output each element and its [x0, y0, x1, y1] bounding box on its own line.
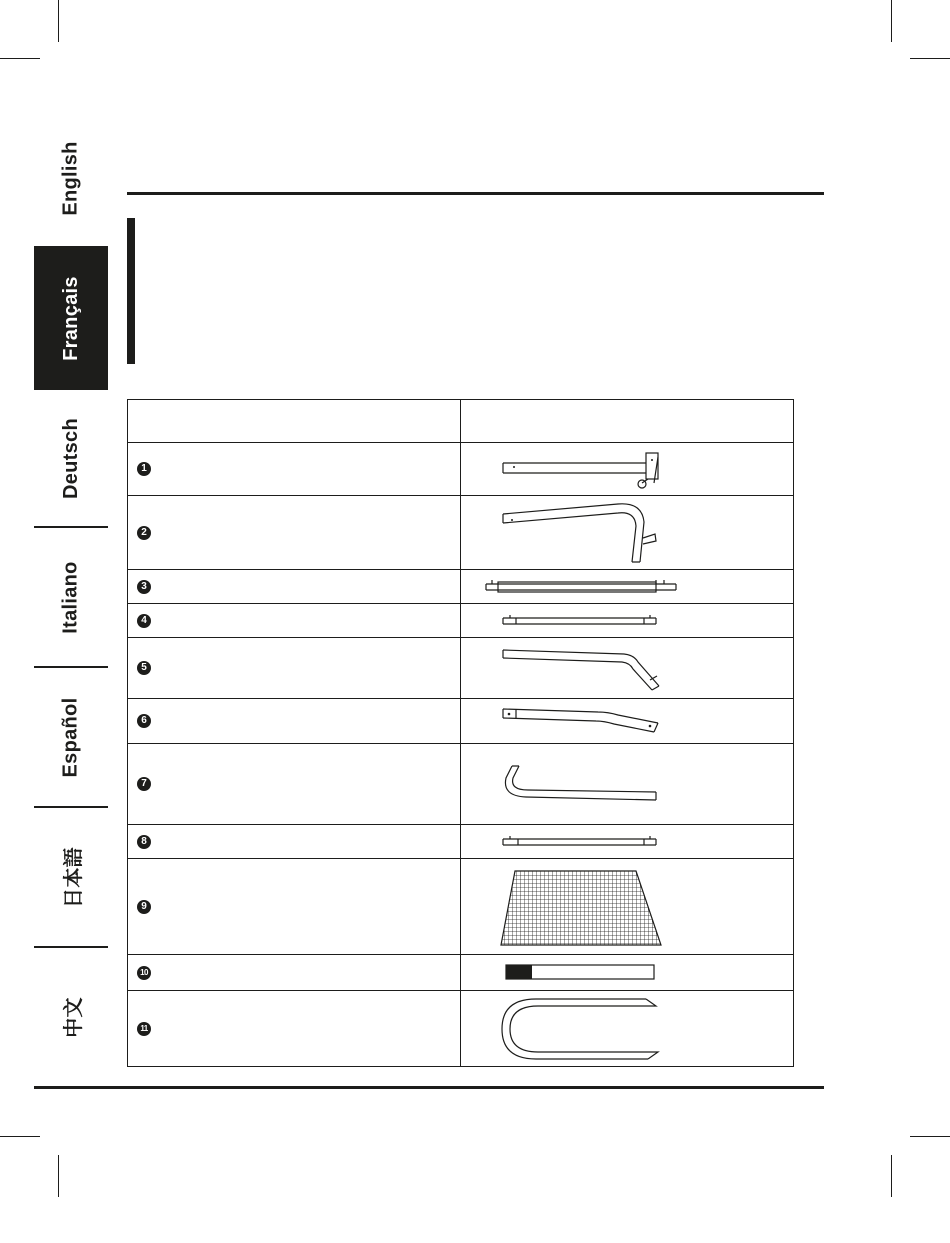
tab-label: Français: [59, 275, 82, 361]
tab-divider: [34, 666, 108, 668]
part-cell: [128, 443, 461, 496]
crop-mark: [0, 58, 40, 59]
part-number: 11: [137, 1022, 151, 1036]
crop-mark: [891, 1155, 892, 1197]
table-row: [128, 570, 794, 604]
part-number: 3: [137, 580, 151, 594]
part-3-drawing: [128, 570, 722, 604]
crop-mark: [58, 0, 59, 42]
tab-japanese[interactable]: [34, 810, 108, 944]
tab-espanol[interactable]: [34, 670, 108, 804]
part-4-drawing: [128, 604, 722, 638]
tab-label: English: [59, 140, 82, 216]
header-description: [128, 400, 461, 443]
tab-divider: [34, 806, 108, 808]
crop-mark: [0, 1136, 40, 1137]
tab-english[interactable]: [34, 118, 108, 238]
table-row: [128, 638, 794, 699]
table-row: [128, 955, 794, 991]
part-number: 8: [137, 835, 151, 849]
tab-label: 日本語: [62, 846, 85, 908]
crop-mark: [910, 58, 950, 59]
header-quantity: [461, 400, 794, 443]
tab-label: Deutsch: [59, 417, 82, 499]
tab-deutsch[interactable]: [34, 395, 108, 521]
part-number: 2: [137, 526, 151, 540]
part-number: 10: [137, 966, 151, 980]
table-row: [128, 744, 794, 825]
part-number: 1: [137, 462, 151, 476]
header-rule: [127, 192, 824, 195]
section-bar: [127, 218, 135, 364]
part-cell: [128, 991, 461, 1067]
table-row: [128, 825, 794, 859]
part-cell: [128, 744, 461, 825]
part-7-drawing: [128, 744, 722, 825]
tab-label: Español: [59, 697, 82, 777]
part-2-drawing: [128, 496, 722, 570]
part-cell: [128, 638, 461, 699]
part-number: 6: [137, 714, 151, 728]
part-cell: [128, 955, 461, 991]
part-cell: [128, 699, 461, 744]
crop-mark: [58, 1155, 59, 1197]
tab-label: Italiano: [59, 560, 82, 634]
table-row: [128, 496, 794, 570]
tab-francais[interactable]: [34, 246, 108, 390]
part-number: 7: [137, 777, 151, 791]
tab-label: 中文: [62, 996, 85, 1038]
crop-mark: [891, 0, 892, 42]
table-row: [128, 859, 794, 955]
part-8-drawing: [128, 825, 722, 859]
table-row: [128, 699, 794, 744]
table-row: [128, 443, 794, 496]
part-number: 5: [137, 661, 151, 675]
part-6-drawing: [128, 699, 722, 744]
part-1-drawing: [128, 443, 722, 496]
footer-rule: [34, 1086, 824, 1089]
tab-italiano[interactable]: [34, 530, 108, 664]
table-row: [128, 604, 794, 638]
tab-divider: [34, 946, 108, 948]
part-9-drawing: [128, 859, 722, 955]
part-cell: [128, 825, 461, 859]
part-cell: [128, 859, 461, 955]
crop-mark: [910, 1136, 950, 1137]
part-10-drawing: [128, 955, 722, 991]
part-cell: [128, 496, 461, 570]
part-number: 9: [137, 900, 151, 914]
part-11-drawing: [128, 991, 722, 1067]
part-cell: [128, 604, 461, 638]
part-5-drawing: [128, 638, 722, 699]
part-cell: [128, 570, 461, 604]
table-row: [128, 991, 794, 1067]
tab-divider: [34, 526, 108, 528]
parts-table: [127, 399, 794, 1067]
part-number: 4: [137, 614, 151, 628]
table-header-row: [128, 400, 794, 443]
tab-chinese[interactable]: [34, 950, 108, 1084]
